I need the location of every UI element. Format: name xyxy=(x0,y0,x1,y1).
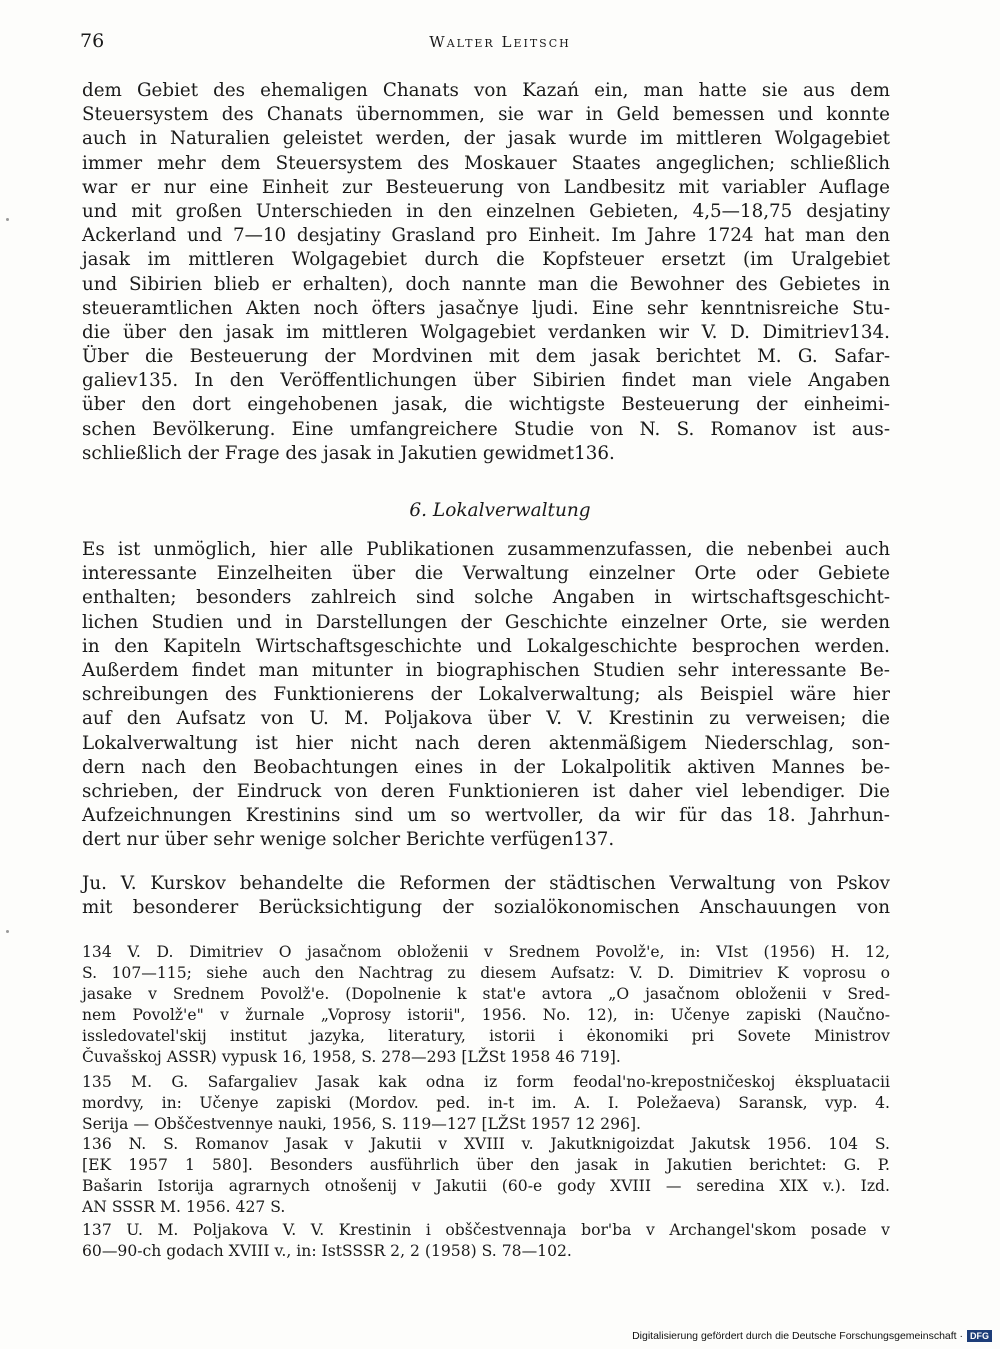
text-line: Ju. V. Kurskov behandelte die Reformen der städtischen Verwaltung von Pskov xyxy=(82,873,890,894)
text-line: Über die Besteuerung der Mordvinen mit dem jasak berichtet M. G. Safar- xyxy=(82,346,890,368)
text-line: dern nach den Beobachtungen eines in der Lokalpolitik aktiven Mannes be- xyxy=(82,756,890,778)
margin-mark xyxy=(6,930,9,933)
text-line: Ackerland und 7—10 desjatiny Grasland pro Einheit. Im Jahre 1724 hat man den xyxy=(82,225,890,247)
running-head: Walter Leitsch xyxy=(429,33,571,51)
footnote-line: Serija — Obščestvennye nauki, 1956, S. 119—127 [LŽSt 1957 12 296]. xyxy=(82,1115,641,1134)
text-line: Es ist unmöglich, hier alle Publikationen zusammenzufassen, die nebenbei auch xyxy=(82,539,890,560)
paragraph-1 xyxy=(82,79,890,466)
text-line: Aufzeichnungen Krestinins sind um so wertvoller, da wir für das 18. Jahrhun- xyxy=(82,805,890,827)
text-line: galiev135. In den Veröffentlichungen über Sibirien findet man viele Angaben xyxy=(82,370,890,392)
text-line: Außerdem findet man mitunter in biographischen Studien sehr interessante Be- xyxy=(82,659,890,681)
footnote-line: Bašarin Istorija agrarnych otnošenij v Jakutii (60-e gody XVIII — seredina XIX v.). Izd. xyxy=(82,1177,890,1196)
text-line: dert nur über sehr wenige solcher Berichte verfügen137. xyxy=(82,829,615,851)
footnote-line: 60—90-ch godach XVIII v., in: IstSSSR 2, 2 (1958) S. 78—102. xyxy=(82,1242,572,1261)
text-line: Steuersystem des Chanats übernommen, sie war in Geld bemessen und konnte xyxy=(82,104,890,126)
text-line: auch in Naturalien geleistet werden, der jasak wurde im mittleren Wolgagebiet xyxy=(82,128,890,150)
text-line: Lokalverwaltung ist hier nicht nach deren aktenmäßigem Niederschlag, son- xyxy=(82,732,890,754)
credit-text: Digitalisierung gefördert durch die Deutsche Forschungsgemeinschaft · xyxy=(632,1330,963,1342)
text-line: auf den Aufsatz von U. M. Poljakova über V. V. Krestinin zu verweisen; die xyxy=(82,708,890,730)
page-number: 76 xyxy=(80,30,105,52)
footnote-136 xyxy=(82,1134,890,1218)
footnote-134 xyxy=(82,942,890,1069)
footnote-line: mordvy, in: Učenye zapiski (Mordov. ped. in-t im. A. I. Poležaeva) Saransk, vyp. 4. xyxy=(82,1094,890,1113)
digitization-credit xyxy=(632,1330,992,1342)
text-line: über den dort eingehobenen jasak, die wichtigste Besteuerung der einheimi- xyxy=(82,394,890,416)
footnote-135 xyxy=(82,1072,890,1135)
footnote-line: Čuvašskoj ASSR) vypusk 16, 1958, S. 278—293 [LŽSt 1958 46 719]. xyxy=(82,1048,621,1067)
section-heading: 6. Lokalverwaltung xyxy=(409,500,591,521)
footnote-line: issledovatel'skij institut jazyka, literatury, istorii i ėkonomiki pri Sovete Ministrov xyxy=(82,1027,890,1046)
footnote-line: nem Povolž'e" v žurnale „Voprosy istorii", 1956. No. 12), in: Učenye zapiski (Naučno- xyxy=(82,1006,890,1025)
text-line: schen Bevölkerung. Eine umfangreichere Studie von N. S. Romanov ist aus- xyxy=(82,418,890,440)
dfg-logo: DFG xyxy=(967,1330,992,1342)
text-line: schrieben, der Eindruck von deren Funktionieren ist daher viel lebendiger. Die xyxy=(82,780,890,802)
text-line: und mit großen Unterschieden in den einzelnen Gebieten, 4,5—18,75 desjatiny xyxy=(82,200,890,222)
text-line: die über den jasak im mittleren Wolgagebiet verdanken wir V. D. Dimitriev134. xyxy=(82,321,890,343)
footnote-line: 137 U. M. Poljakova V. V. Krestinin i obščestvennaja bor'ba v Archangel'skom posade v xyxy=(82,1221,890,1239)
footnote-line: 135 M. G. Safargaliev Jasak kak odna iz form feodal'no-krepostničeskoj ėkspluatacii xyxy=(82,1073,890,1091)
text-line: steueramtlichen Akten noch öfters jasačnye ljudi. Eine sehr kenntnisreiche Stu- xyxy=(82,297,890,319)
text-line: lichen Studien und in Darstellungen der Geschichte einzelner Orte, sie werden xyxy=(82,611,890,633)
footnote-line: [EK 1957 1 580]. Besonders ausführlich über den jasak in Jakutien berichtet: G. P. xyxy=(82,1156,890,1175)
text-line: war er nur eine Einheit zur Besteuerung von Landbesitz mit variabler Auflage xyxy=(82,176,890,198)
footnote-137 xyxy=(82,1220,890,1262)
footnote-line: jasake v Srednem Povolž'e. (Dopolnenie k stat'e avtora „O jasačnom obloženii v Sred- xyxy=(82,985,890,1004)
margin-mark xyxy=(6,218,9,221)
footnote-line: AN SSSR M. 1956. 427 S. xyxy=(82,1198,286,1217)
text-line: dem Gebiet des ehemaligen Chanats von Kazań ein, man hatte sie aus dem xyxy=(82,80,890,101)
text-line: in den Kapiteln Wirtschaftsgeschichte und Lokalgeschichte besprochen werden. xyxy=(82,635,890,657)
text-line: schreibungen des Funktionierens der Lokalverwaltung; als Beispiel wäre hier xyxy=(82,684,890,706)
text-line: mit besonderer Berücksichtigung der sozialökonomischen Anschauungen von xyxy=(82,897,890,919)
text-line: jasak im mittleren Wolgagebiet durch die Kopfsteuer ersetzt (im Uralgebiet xyxy=(82,249,890,271)
text-line: interessante Einzelheiten über die Verwaltung einzelner Orte oder Gebiete xyxy=(82,563,890,585)
text-line: immer mehr dem Steuersystem des Moskauer Staates angeglichen; schließlich xyxy=(82,152,890,174)
text-line: schließlich der Frage des jasak in Jakutien gewidmet136. xyxy=(82,442,615,464)
footnote-line: S. 107—115; siehe auch den Nachtrag zu diesem Aufsatz: V. D. Dimitriev K voprosu o xyxy=(82,964,890,983)
text-line: und Sibirien blieb er erhalten), doch nannte man die Bewohner des Gebietes in xyxy=(82,273,890,295)
footnote-line: 134 V. D. Dimitriev O jasačnom obloženii v Srednem Povolž'e, in: VIst (1956) H. 12, xyxy=(82,943,890,961)
paragraph-3 xyxy=(82,872,890,920)
footnote-line: 136 N. S. Romanov Jasak v Jakutii v XVIII v. Jakutknigoizdat Jakutsk 1956. 104 S. xyxy=(82,1135,890,1153)
text-line: enthalten; besonders zahlreich sind solche Angaben in wirtschaftsgeschicht- xyxy=(82,587,890,609)
paragraph-2 xyxy=(82,538,890,852)
